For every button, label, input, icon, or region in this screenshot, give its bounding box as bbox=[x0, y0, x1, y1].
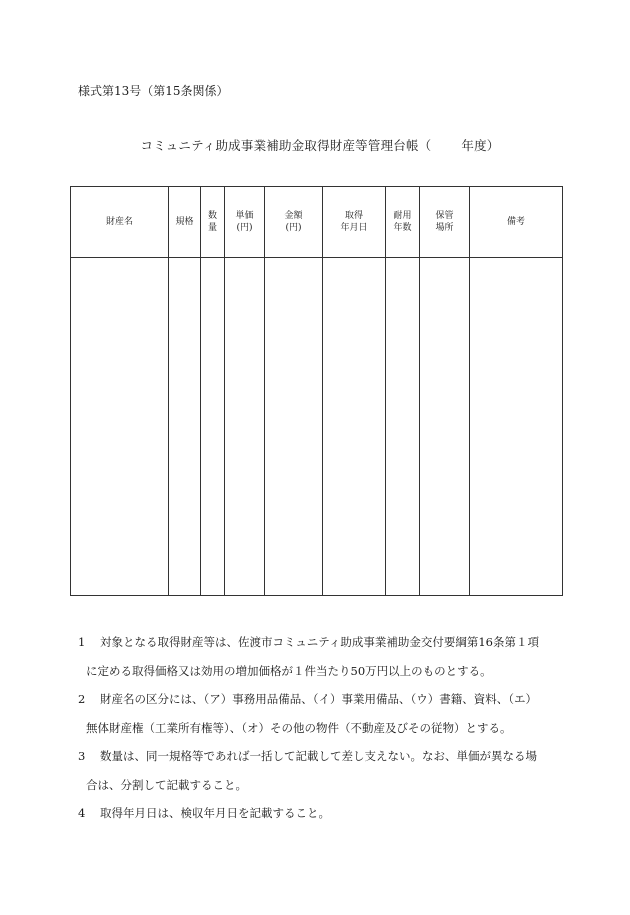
cell-amount[interactable] bbox=[265, 258, 323, 596]
cell-qty[interactable] bbox=[201, 258, 225, 596]
table-body-row bbox=[71, 258, 563, 596]
cell-useful-life[interactable] bbox=[386, 258, 420, 596]
col-header-qty: 数 量 bbox=[201, 187, 225, 258]
property-ledger-table bbox=[70, 186, 563, 596]
note-1: 1 対象となる取得財産等は、佐渡市コミュニティ助成事業補助金交付要綱第16条第１項 に定める取得価格又は効用の増加価格が１件当たり50万円以上のものとする。 bbox=[78, 635, 539, 678]
title-end-text: 年度） bbox=[461, 138, 500, 153]
cell-storage-location[interactable] bbox=[420, 258, 470, 596]
form-number-label: 様式第13号（第15条関係） bbox=[78, 84, 229, 98]
col-header-spec: 規格 bbox=[169, 187, 201, 258]
note-2: 2 財産名の区分には、（ア）事務用品備品、（イ）事業用備品、（ウ）書籍、資料、（エ） 無体財産権（工業所有権等）、（オ）その他の物件（不動産及びその従物）とする。 bbox=[78, 692, 537, 735]
col-header-acquisition-date: 取得 年月日 bbox=[323, 187, 386, 258]
title-main-text: コミュニティ助成事業補助金取得財産等管理台帳（ bbox=[140, 138, 432, 153]
col-header-storage-location: 保管 場所 bbox=[420, 187, 470, 258]
note-4: 4 取得年月日は、検収年月日を記載すること。 bbox=[78, 806, 330, 820]
note-3: 3 数量は、同一規格等であれば一括して記載して差し支えない。なお、単価が異なる場 合は、分割して記載すること。 bbox=[78, 749, 537, 792]
cell-unit-price[interactable] bbox=[225, 258, 265, 596]
table-header-row bbox=[71, 187, 563, 258]
cell-name[interactable] bbox=[71, 258, 169, 596]
col-header-amount: 金額 (円) bbox=[265, 187, 323, 258]
notes-section bbox=[78, 628, 558, 828]
cell-remarks[interactable] bbox=[470, 258, 563, 596]
col-header-remarks: 備考 bbox=[470, 187, 563, 258]
col-header-useful-life: 耐用 年数 bbox=[386, 187, 420, 258]
cell-spec[interactable] bbox=[169, 258, 201, 596]
col-header-unit-price: 単価 (円) bbox=[225, 187, 265, 258]
cell-acquisition-date[interactable] bbox=[323, 258, 386, 596]
col-header-name: 財産名 bbox=[71, 187, 169, 258]
document-title bbox=[0, 136, 630, 154]
